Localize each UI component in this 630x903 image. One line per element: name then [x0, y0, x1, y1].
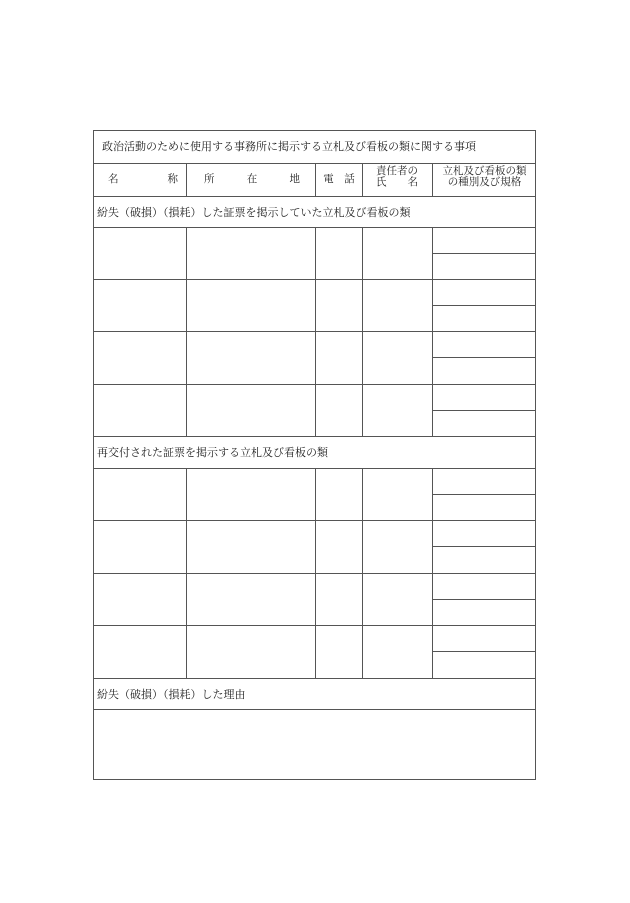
header-sign-type: 立札及び看板の類 の種別及び規格: [442, 165, 527, 188]
column-divider: [315, 163, 316, 196]
sub-row-divider: [432, 651, 535, 652]
sub-row-divider: [432, 253, 535, 254]
sub-row-divider: [432, 305, 535, 306]
section-lost-label: 紛失（破損）（損耗）した証票を掲示していた立札及び看板の類: [97, 206, 411, 219]
header-address: 所 在 地: [204, 173, 300, 185]
column-divider: [186, 468, 187, 678]
column-divider: [362, 468, 363, 678]
divider: [94, 709, 535, 710]
sub-row-divider: [432, 410, 535, 411]
divider: [94, 196, 535, 197]
sub-row-divider: [432, 546, 535, 547]
sub-row-divider: [432, 357, 535, 358]
divider: [94, 436, 535, 437]
sign-registration-form: [93, 130, 536, 780]
column-divider: [362, 227, 363, 436]
divider: [94, 678, 535, 679]
section-reason-label: 紛失（破損）（損耗）した理由: [97, 688, 246, 701]
column-divider: [186, 163, 187, 196]
column-divider: [186, 227, 187, 436]
header-phone: 電 話: [323, 173, 355, 185]
section-reissued-label: 再交付された証票を掲示する立札及び看板の類: [97, 446, 328, 459]
header-responsible: 責任者の 氏 名: [376, 165, 418, 188]
column-divider: [315, 227, 316, 436]
column-divider: [362, 163, 363, 196]
column-divider: [432, 163, 433, 196]
column-divider: [432, 468, 433, 678]
column-divider: [432, 227, 433, 436]
header-name: 名 称: [108, 173, 178, 185]
column-divider: [315, 468, 316, 678]
sub-row-divider: [432, 599, 535, 600]
sub-row-divider: [432, 494, 535, 495]
form-title: 政治活動のために使用する事務所に掲示する立札及び看板の類に関する事項: [102, 140, 476, 153]
